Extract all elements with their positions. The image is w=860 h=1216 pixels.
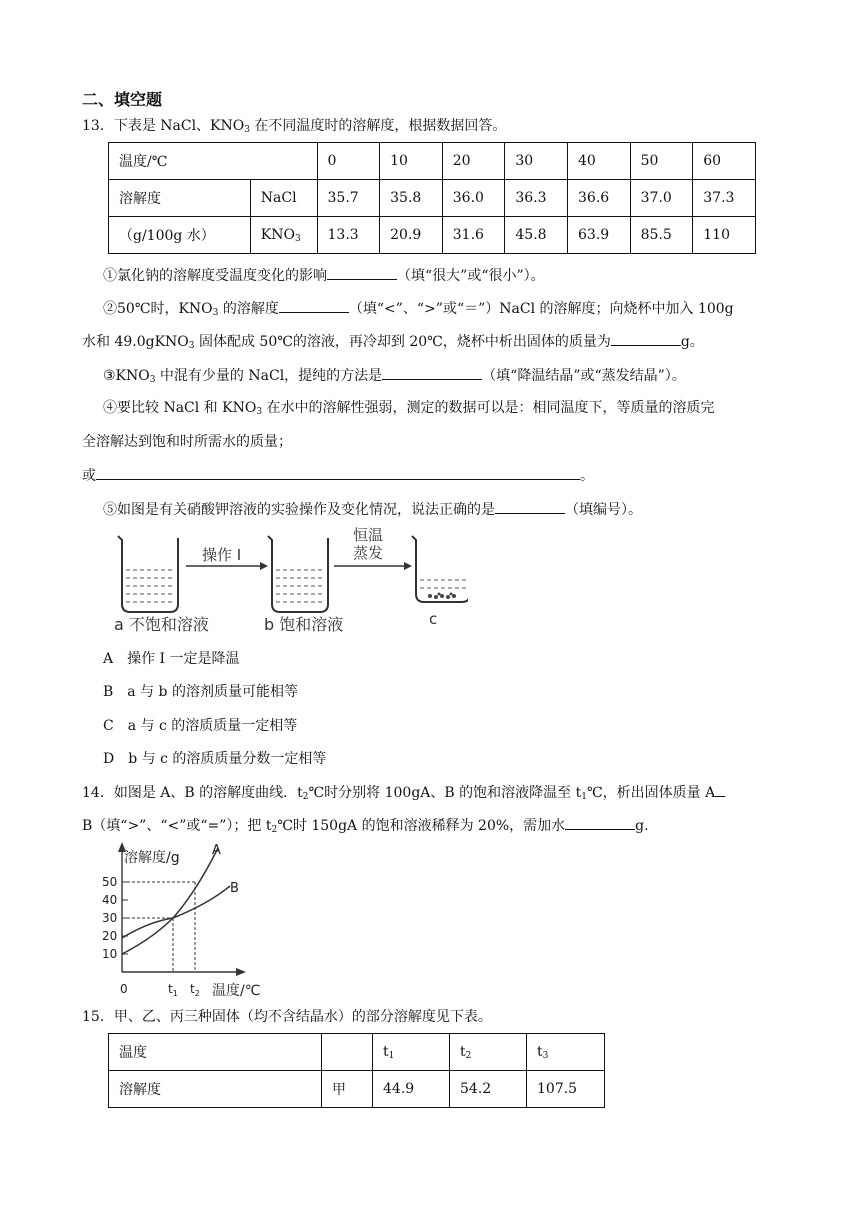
value-cell: 44.9 bbox=[373, 1071, 450, 1108]
option-d[interactable]: D b 与 c 的溶质质量分数一定相等 bbox=[103, 751, 327, 767]
kno3-cell: 13.3 bbox=[317, 217, 380, 254]
solubility-chart bbox=[98, 840, 268, 1005]
nacl-cell: 35.7 bbox=[317, 180, 380, 217]
beaker-figure bbox=[108, 526, 468, 638]
y-tick: 20 bbox=[102, 929, 118, 943]
section-title: 二、填空题 bbox=[82, 90, 163, 109]
t2-label: $t_2$ bbox=[190, 982, 200, 998]
nacl-cell: 36.6 bbox=[568, 180, 631, 217]
answer-blank[interactable] bbox=[611, 331, 681, 346]
temp-label: 温度/℃ bbox=[109, 143, 318, 180]
q13-s4: ④要比较 NaCl 和 $KNO_3$ 在水中的溶解性强弱，测定的数据可以是：相同温度下，等质量的溶质完 bbox=[103, 400, 715, 417]
beaker-b bbox=[268, 536, 328, 612]
q13-s3: $③KNO_3$ 中混有少量的 NaCl，提纯的方法是 （填“降温结晶”或“蒸发结晶”）。 bbox=[103, 365, 686, 390]
curve-b-label: B bbox=[230, 881, 239, 896]
nacl-cell: 36.3 bbox=[505, 180, 568, 217]
temp-cell: 40 bbox=[568, 143, 631, 180]
y-axis-label: 溶解度/g bbox=[124, 850, 180, 866]
row-label: 甲 bbox=[322, 1071, 373, 1108]
kno3-cell: 20.9 bbox=[380, 217, 443, 254]
sol-label: 溶解度 bbox=[109, 1071, 322, 1108]
answer-blank[interactable] bbox=[327, 265, 397, 280]
kno3-label: $KNO_3$ bbox=[250, 217, 317, 254]
q13-s4-line3: 或 。 bbox=[82, 465, 594, 486]
q15-table bbox=[108, 1033, 605, 1108]
sol-label: 溶解度 bbox=[109, 180, 251, 217]
temp-label: 温度 bbox=[109, 1034, 322, 1071]
temp-cell: 10 bbox=[380, 143, 443, 180]
nacl-cell: 37.0 bbox=[630, 180, 693, 217]
beaker-a bbox=[118, 536, 178, 612]
y-tick: 10 bbox=[102, 947, 118, 961]
answer-blank[interactable] bbox=[279, 298, 349, 313]
label-a: a 不饱和溶液 bbox=[114, 615, 209, 634]
nacl-cell: 36.0 bbox=[442, 180, 505, 217]
nacl-cell: 37.3 bbox=[693, 180, 756, 217]
beaker-c bbox=[412, 536, 468, 602]
x-arrow bbox=[236, 968, 246, 976]
curve-b bbox=[122, 886, 230, 938]
op2-label-bottom: 蒸发 bbox=[353, 544, 384, 562]
guide-lines bbox=[122, 882, 195, 972]
op1-label: 操作 I bbox=[202, 546, 242, 564]
q13-s2: ②50℃时，$KNO_3$ 的溶解度 （填“<”、“>”或“＝”）NaCl 的溶解度；向烧杯中加入 100g bbox=[103, 298, 734, 323]
q13-stem: 13．下表是 NaCl、$KNO_3$ 在不同温度时的溶解度，根据数据回答。 bbox=[82, 118, 507, 135]
value-cell: 107.5 bbox=[527, 1071, 605, 1108]
nacl-label: NaCl bbox=[250, 180, 317, 217]
kno3-cell: 110 bbox=[693, 217, 756, 254]
answer-blank[interactable] bbox=[96, 465, 580, 480]
t2-cell: $t_2$ bbox=[450, 1034, 527, 1071]
q14-line2: B（填“>”、“<”或“=”）；把 $t_2℃$时 150gA 的饱和溶液稀释为 20%，需加水 g. bbox=[82, 815, 649, 840]
arrow-op2 bbox=[334, 562, 412, 570]
y-tick: 30 bbox=[102, 911, 118, 925]
kno3-cell: 45.8 bbox=[505, 217, 568, 254]
curve-a-label: A bbox=[212, 843, 221, 858]
temp-cell: 20 bbox=[442, 143, 505, 180]
option-a[interactable]: A 操作 I 一定是降温 bbox=[103, 651, 240, 667]
empty-cell bbox=[322, 1034, 373, 1071]
sol-unit: （g/100g 水） bbox=[109, 217, 251, 254]
kno3-cell: 85.5 bbox=[630, 217, 693, 254]
label-c: c bbox=[429, 610, 438, 628]
q13-s4-line2: 全溶解达到饱和时所需水的质量； bbox=[82, 434, 292, 450]
answer-blank[interactable] bbox=[565, 815, 635, 830]
t1-label: $t_1$ bbox=[168, 982, 178, 998]
op2-label-top: 恒温 bbox=[353, 526, 384, 544]
t1-cell: $t_1$ bbox=[373, 1034, 450, 1071]
q13-s5: ⑤如图是有关硝酸钾溶液的实验操作及变化情况，说法正确的是 （填编号）。 bbox=[103, 499, 642, 520]
option-b[interactable]: B a 与 b 的溶剂质量可能相等 bbox=[103, 684, 298, 700]
temp-cell: 50 bbox=[630, 143, 693, 180]
answer-blank[interactable] bbox=[382, 365, 482, 380]
q13-table bbox=[108, 142, 756, 254]
origin-label: 0 bbox=[120, 982, 128, 996]
x-axis-label: 温度/℃ bbox=[212, 983, 261, 999]
y-tick: 50 bbox=[102, 875, 118, 889]
label-b: b 饱和溶液 bbox=[264, 615, 344, 634]
liquid-c bbox=[420, 580, 466, 588]
temp-cell: 0 bbox=[317, 143, 380, 180]
kno3-cell: 31.6 bbox=[442, 217, 505, 254]
liquid-a bbox=[126, 570, 174, 602]
y-tick: 40 bbox=[102, 893, 118, 907]
crystals-c bbox=[428, 593, 456, 600]
temp-cell: 30 bbox=[505, 143, 568, 180]
value-cell: 54.2 bbox=[450, 1071, 527, 1108]
q15-stem: 15．甲、乙、丙三种固体（均不含结晶水）的部分溶解度见下表。 bbox=[82, 1009, 492, 1025]
q13-s1: ①氯化钠的溶解度受温度变化的影响 （填“很大”或“很小”）。 bbox=[103, 265, 545, 286]
t3-cell: $t_3$ bbox=[527, 1034, 605, 1071]
temp-cell: 60 bbox=[693, 143, 756, 180]
answer-blank[interactable] bbox=[495, 499, 565, 514]
kno3-cell: 63.9 bbox=[568, 217, 631, 254]
q14-line1: 14．如图是 A、B 的溶解度曲线．$t_2℃$时分别将 100gA、B 的饱和溶液降温至 $t_1℃$，析出固体质量 A bbox=[82, 782, 725, 807]
nacl-cell: 35.8 bbox=[380, 180, 443, 217]
q13-s2-line2: 水和 49.0gKNO$_3$ 固体配成 50℃的溶液，再冷却到 20℃，烧杯中析出固体的质量为 g。 bbox=[82, 331, 704, 356]
option-c[interactable]: C a 与 c 的溶质质量一定相等 bbox=[103, 718, 298, 734]
answer-blank[interactable] bbox=[715, 782, 725, 797]
liquid-b bbox=[276, 570, 324, 602]
